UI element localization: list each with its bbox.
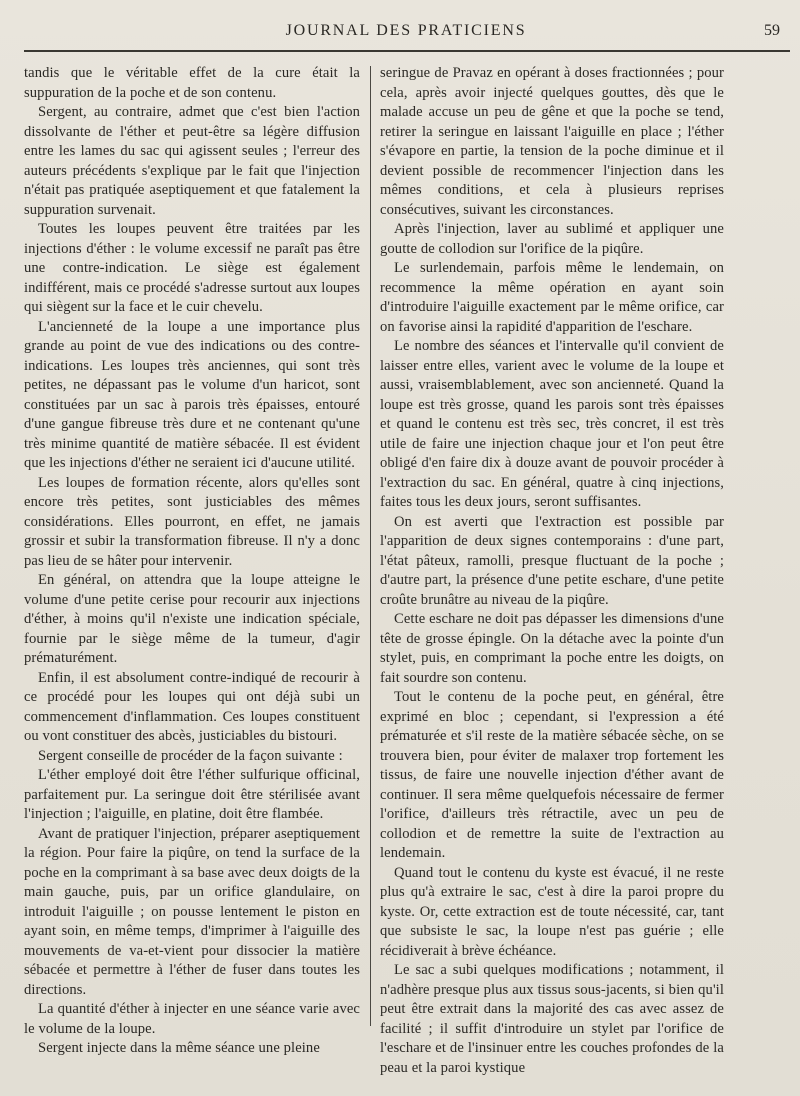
paragraph: La quantité d'éther à injecter en une séance varie avec le volume de la loupe. (24, 1001, 360, 1037)
paragraph: Sergent conseille de procéder de la façon suivante : (38, 747, 343, 764)
page-number: 59 (764, 22, 780, 39)
page-header (24, 14, 788, 44)
paragraph: Le sac a subi quelques modifications ; notamment, il n'adhère presque plus aux tissus sous-jacents, si bien qu'il peut être extrait dans la majorité des cas avec assez de facilité ; il suffit d'introduire un stylet par l'orifice de l'eschare et de l'insinuer entre les couches profondes de la peau et la paroi kystique (380, 962, 724, 1076)
paragraph: Sergent injecte dans la même séance une pleine (38, 1040, 320, 1056)
header-rule (24, 50, 790, 52)
paragraph: L'ancienneté de la loupe a une importance plus grande au point de vue des indications ou des contre-indications. Les loupes très anciennes, qui sont très petites, ne dépassant pas le volume d'un haricot, sont constituées par un sac à parois très épaisses, entouré d'une gangue fibreuse très dure et ne contenant qu'une très minime quantité de matière sébacée. Il est évident que les injections d'éther ne seraient ici d'aucune utilité. (24, 318, 360, 471)
journal-title: JOURNAL DES PRATICIENS (285, 22, 527, 39)
paragraph: Cette eschare ne doit pas dépasser les dimensions d'une tête de grosse épingle. On la détache avec la pointe d'un stylet, puis, en comprimant la poche entre les doigts, on fait sourdre son contenu. (380, 611, 724, 686)
paragraph: Les loupes de formation récente, alors qu'elles sont encore très petites, sont justiciables des mêmes considérations. Elles pourront, en effet, ne jamais grossir et subir la transformation fibreuse. Il n'y a donc pas lieu de se hâter pour intervenir. (24, 474, 360, 569)
paragraph: En général, on attendra que la loupe atteigne le volume d'une petite cerise pour recourir aux injections d'éther, à moins qu'il n'existe une indication spéciale, fournie par le siège même de la tumeur, d'agir prématurément. (24, 572, 360, 666)
paragraph: Le nombre des séances et l'intervalle qu'il convient de laisser entre elles, varient avec le volume de la loupe et aussi, vraisemblablement, avec son ancienneté. Quand la loupe est très grosse, quand les parois sont très épaisses et quand le contenu est très sec, très concret, il est très utile de faire une injection chaque jour et l'on peut être obligé d'en faire dix à douze avant de pouvoir procéder à l'extraction du sac. En général, quatre à cinq injections, faites tous les deux jours, seront suffisantes. (380, 338, 724, 510)
paragraph: Le surlendemain, parfois même le lendemain, on recommence la même opération en ayant soin d'introduire l'aiguille exactement par le même orifice, car on favorise ainsi la rapidité d'apparition de l'eschare. (380, 260, 724, 335)
paragraph: Tout le contenu de la poche peut, en général, être exprimé en bloc ; cependant, si l'expression a été prématurée et s'il reste de la matière sébacée sèche, on se trouvera bien, pour éviter de malaxer trop fortement les tissus, de faire une nouvelle injection d'éther avant de continuer. Il sera même quelquefois nécessaire de fermer l'orifice, d'ailleurs très rétractile, avec un peu de collodion et de remettre la suite de l'extraction au lendemain. (380, 689, 724, 861)
right-column (380, 64, 724, 1078)
column-divider (370, 66, 371, 1026)
paragraph: Enfin, il est absolument contre-indiqué de recourir à ce procédé pour les loupes qui ont déjà subi un commencement d'inflammation. Ces loupes constituent ou vont constituer des abcès, justiciables du bistouri. (24, 669, 360, 744)
paragraph: On est averti que l'extraction est possible par l'apparition de deux signes contemporains : d'une part, l'état pâteux, ramolli, presque fluctuant de la poche ; d'autre part, la présence d'une petite eschare, d'une petite croûte brunâtre au niveau de la piqûre. (380, 513, 724, 608)
paragraph: seringue de Pravaz en opérant à doses fractionnées ; pour cela, après avoir injecté quelques gouttes, dès que le malade accuse un peu de gêne et que la poche se tend, retirer la seringue en laissant l'aiguille en place ; l'éther s'évapore en partie, la tension de la poche diminue et il devient possible de recommencer l'injection dans les mêmes conditions, et cela à plusieurs reprises consécutives, suivant les circonstances. (380, 65, 724, 218)
paragraph: Avant de pratiquer l'injection, préparer aseptiquement la région. Pour faire la piqûre, on tend la surface de la poche en la comprimant à sa base avec deux doigts de la main gauche, puis, par un orifice glandulaire, on introduit l'aiguille ; on pousse lentement le piston en ayant soin, en même temps, d'imprimer à l'aiguille des mouvements de va-et-vient pour dissocier la matière sébacée et permettre à l'éther de fuser dans toutes les directions. (24, 825, 360, 998)
paragraph: Sergent, au contraire, admet que c'est bien l'action dissolvante de l'éther et peut-être sa légère diffusion entre les lames du sac qui agissent seules ; l'erreur des auteurs précédents s'explique par le fait que l'injection n'était pas pratiquée aseptiquement et que fatalement la suppuration survenait. (24, 104, 360, 218)
paragraph: L'éther employé doit être l'éther sulfurique officinal, parfaitement pur. La seringue doit être stérilisée avant l'injection ; l'aiguille, en platine, doit être flambée. (24, 767, 360, 822)
paragraph: Après l'injection, laver au sublimé et appliquer une goutte de collodion sur l'orifice de la piqûre. (380, 221, 724, 257)
paragraph: tandis que le véritable effet de la cure était la suppuration de la poche et de son contenu. (24, 65, 360, 101)
left-column (24, 64, 360, 1059)
paragraph: Quand tout le contenu du kyste est évacué, il ne reste plus qu'à extraire le sac, c'est à dire la paroi propre du kyste. Or, cette extraction est de toute nécessité, car, tant que subsiste le sac, la loupe n'est pas guérie ; elle récidiverait à brève échéance. (380, 864, 724, 959)
paragraph: Toutes les loupes peuvent être traitées par les injections d'éther : le volume excessif ne paraît pas être une contre-indication. Le siège est également indifférent, mais ce procédé s'adresse surtout aux loupes qui siègent sur la face et le cuir chevelu. (24, 221, 360, 315)
